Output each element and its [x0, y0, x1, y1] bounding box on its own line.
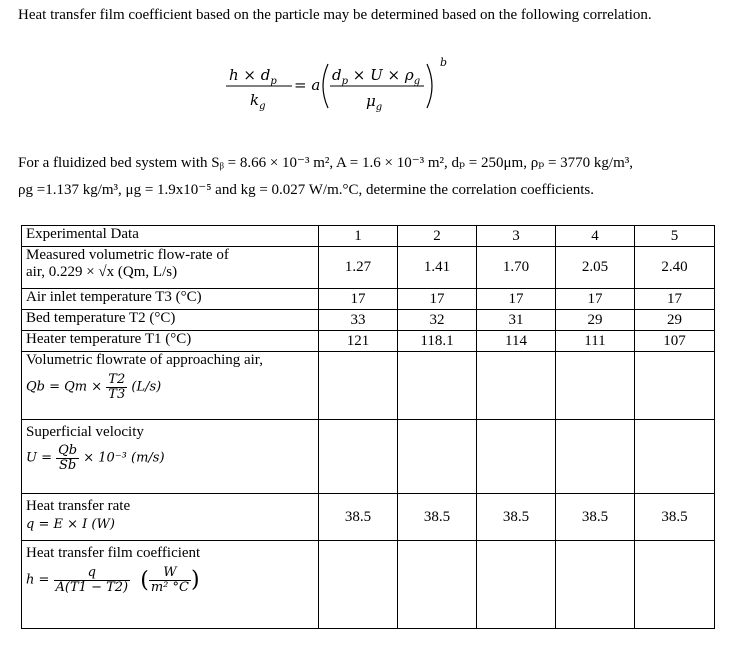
table-row-qb [22, 352, 715, 420]
h-unit-open-paren: ( [140, 567, 149, 593]
experimental-data-table [21, 225, 715, 629]
column-header: 1 [319, 226, 398, 247]
h-fraction-den: A(T1 − T2) [55, 579, 129, 595]
table-cell: 29 [556, 310, 635, 331]
table-cell [635, 541, 715, 629]
table-row-t2 [22, 310, 715, 331]
h-formula-left: h = [26, 572, 50, 588]
problem-line-1: For a fluidized bed system with Sᵦ = 8.66 × 10⁻³ m², A = 1.6 × 10⁻³ m², dₚ = 250μm, ρₚ = 3770 kg/m³, [18, 155, 633, 171]
table-cell: 29 [635, 310, 715, 331]
table-cell [477, 352, 556, 420]
table-cell [635, 420, 715, 494]
table-cell [556, 420, 635, 494]
table-cell: 121 [319, 331, 398, 352]
table-cell [319, 420, 398, 494]
q-label-text: Heat transfer rate [26, 498, 131, 514]
q-formula: q = E × I (W) [26, 517, 115, 532]
u-fraction-den: Sb [59, 457, 77, 473]
table-cell: 1.41 [398, 247, 477, 289]
table-row-u [22, 420, 715, 494]
qb-formula-unit: (L/s) [131, 379, 162, 395]
table-cell: 38.5 [319, 494, 398, 541]
u-formula [26, 444, 318, 472]
h-label [22, 541, 319, 629]
correlation-equation [224, 56, 464, 116]
table-cell: 38.5 [635, 494, 715, 541]
table-row-t3 [22, 289, 715, 310]
h-unit-close-paren: ) [190, 567, 200, 593]
intro-text: Heat transfer film coefficient based on the particle may be determined based on the following correlation. [18, 7, 652, 23]
t2-label: Bed temperature T2 (°C) [22, 310, 319, 331]
correlation-exponent: b [440, 56, 448, 69]
t1-label: Heater temperature T1 (°C) [22, 331, 319, 352]
table-cell: 2.05 [556, 247, 635, 289]
table-cell: 17 [556, 289, 635, 310]
u-fraction [56, 444, 79, 472]
qb-fraction-den: T3 [108, 386, 126, 402]
u-formula-right: × 10⁻³ (m/s) [83, 450, 165, 466]
h-formula [26, 566, 318, 594]
table-cell [319, 541, 398, 629]
table-cell [556, 541, 635, 629]
table-row-q [22, 494, 715, 541]
column-header: 3 [477, 226, 556, 247]
column-header: 2 [398, 226, 477, 247]
correlation-equals-a: = a [294, 76, 321, 94]
table-cell: 111 [556, 331, 635, 352]
table-row-t1 [22, 331, 715, 352]
table-cell: 17 [398, 289, 477, 310]
t3-label: Air inlet temperature T3 (°C) [22, 289, 319, 310]
table-row-flow [22, 247, 715, 289]
column-header: 4 [556, 226, 635, 247]
u-label [22, 420, 319, 494]
table-cell: 1.27 [319, 247, 398, 289]
h-unit-fraction [149, 566, 191, 594]
h-unit-den: m² °C [150, 579, 189, 595]
table-cell: 17 [319, 289, 398, 310]
table-header-row [22, 226, 715, 247]
table-cell: 114 [477, 331, 556, 352]
table-cell: 17 [477, 289, 556, 310]
table-cell: 38.5 [477, 494, 556, 541]
u-fraction-num: Qb [58, 443, 78, 458]
qb-formula-left: Qb = Qm × [26, 379, 103, 395]
correlation-lhs-den: $k_g$ [250, 91, 266, 112]
table-cell [556, 352, 635, 420]
h-fraction [54, 566, 131, 594]
u-formula-left: U = [26, 450, 52, 466]
qb-fraction [106, 373, 127, 401]
flow-label [22, 247, 319, 289]
qb-formula [26, 373, 318, 401]
correlation-lhs-num: $h \times d_p$ [229, 66, 277, 87]
table-cell: 38.5 [398, 494, 477, 541]
h-fraction-num: q [54, 566, 131, 581]
flow-label-line-2: air, 0.229 × √x (Qm, L/s) [26, 264, 178, 280]
table-cell: 31 [477, 310, 556, 331]
table-cell: 33 [319, 310, 398, 331]
h-unit-num: W [149, 566, 191, 581]
h-label-text: Heat transfer film coefficient [26, 545, 201, 561]
table-cell [477, 541, 556, 629]
table-cell [635, 352, 715, 420]
header-label: Experimental Data [22, 226, 319, 247]
table-row-h [22, 541, 715, 629]
table-cell: 107 [635, 331, 715, 352]
q-label [22, 494, 319, 541]
qb-fraction-num: T2 [108, 372, 126, 387]
qb-label [22, 352, 319, 420]
table-cell: 118.1 [398, 331, 477, 352]
flow-label-line-1: Measured volumetric flow-rate of [26, 247, 229, 263]
table-cell: 38.5 [556, 494, 635, 541]
u-label-text: Superficial velocity [26, 424, 144, 440]
table-cell [398, 420, 477, 494]
problem-line-2: ρg =1.137 kg/m³, μg = 1.9x10⁻⁵ and kg = 0.027 W/m.°C, determine the correlation coefficients. [18, 182, 594, 198]
qb-label-text: Volumetric flowrate of approaching air, [26, 352, 263, 368]
table-cell: 1.70 [477, 247, 556, 289]
table-cell [319, 352, 398, 420]
column-header: 5 [635, 226, 715, 247]
table-cell [477, 420, 556, 494]
table-cell: 17 [635, 289, 715, 310]
table-cell [398, 352, 477, 420]
table-cell: 32 [398, 310, 477, 331]
correlation-rhs-num: $d_p \times U \times \rho_g$ [332, 66, 421, 87]
table-cell: 2.40 [635, 247, 715, 289]
table-cell [398, 541, 477, 629]
correlation-rhs-den: $\mu_g$ [366, 92, 383, 113]
